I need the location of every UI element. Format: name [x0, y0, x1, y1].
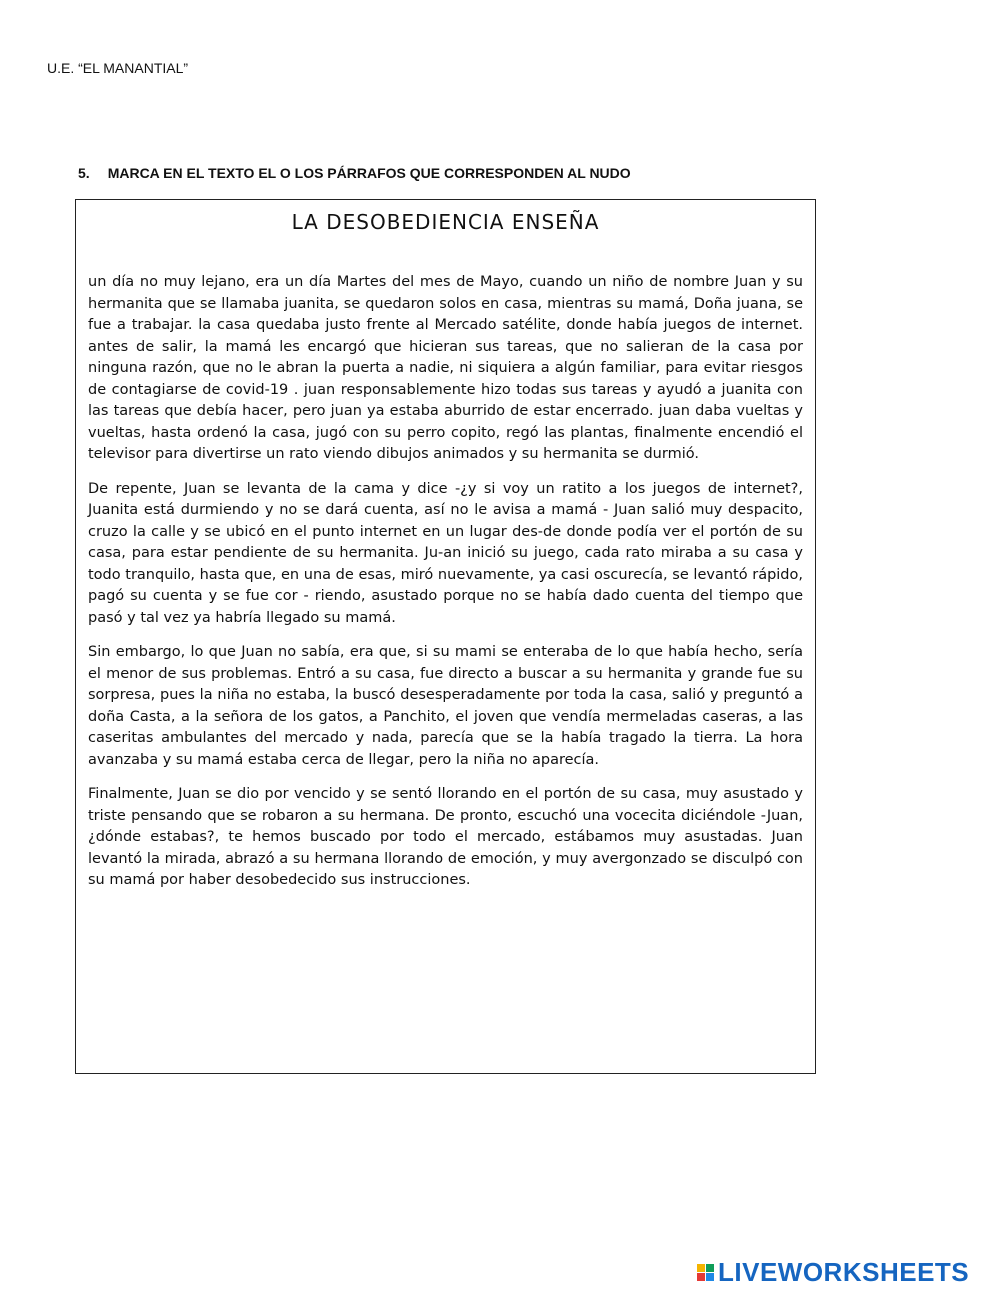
instruction-number: 5. — [78, 165, 90, 181]
story-paragraphs — [88, 272, 803, 905]
liveworksheets-logo-icon — [697, 1264, 714, 1281]
paragraph-intro[interactable]: un día no muy lejano, era un día Martes del mes de Mayo, cuando un niño de nombre Juan y su hermanita que se llamaba juanita, se quedaron solos en casa, mientras su mamá, Doña juana, se fue a trabajar. la casa quedaba justo frente al Mercado satélite, donde había juegos de internet. antes de salir, la mamá les encargó que hicieran sus tareas, que no salieran de la casa por ninguna razón, que no le abran la puerta a nadie, ni siquiera a algún familiar, para evitar riesgos de contagiarse de covid-19 . juan responsablemente hizo todas sus tareas y ayudó a juanita con las tareas que debía hacer, pero juan ya estaba aburrido de estar encerrado. juan daba vueltas y vueltas, hasta ordenó la casa, jugó con su perro copito, regó las plantas, finalmente encendió el televisor para divertirse un rato viendo dibujos animados y su hermanita se durmió. — [88, 274, 803, 462]
instruction-text: MARCA EN EL TEXTO EL O LOS PÁRRAFOS QUE CORRESPONDEN AL NUDO — [107, 165, 631, 181]
logo-block-red — [697, 1273, 705, 1281]
liveworksheets-logo — [697, 1257, 969, 1288]
story-box — [75, 199, 816, 1074]
logo-block-blue — [706, 1273, 714, 1281]
logo-block-yellow — [697, 1264, 705, 1272]
instruction — [78, 165, 631, 181]
logo-text: LIVEWORKSHEETS — [718, 1257, 970, 1287]
paragraph-ending[interactable]: Finalmente, Juan se dio por vencido y se sentó llorando en el portón de su casa, muy asustado y triste pensando que se robaron a su hermana. De pronto, escuchó una vocecita diciéndole -Juan, ¿dónde estabas?, te hemos buscado por todo el mercado, estábamos muy asustadas. Juan levantó la mirada, abrazó a su hermana llorando de emoción, y muy avergonzado se disculpó con su mamá por haber desobedecido sus instrucciones. — [88, 786, 803, 888]
logo-block-green — [706, 1264, 714, 1272]
paragraph-3[interactable]: Sin embargo, lo que Juan no sabía, era que, si su mami se enteraba de lo que había hecho, sería el menor de sus problemas. Entró a su casa, fue directo a buscar a su hermanita y grande fue su sorpresa, pues la niña no estaba, la buscó desesperadamente por toda la casa, salió y preguntó a doña Casta, a la señora de los gatos, a Panchito, el joven que vendía mermeladas caseras, a las caseritas ambulantes del mercado y nada, parecía que se la había tragado la tierra. La hora avanzaba y su mamá estaba cerca de llegar, pero la niña no aparecía. — [88, 644, 803, 768]
story-title: LA DESOBEDIENCIA ENSEÑA — [291, 210, 600, 234]
school-name: U.E. “EL MANANTIAL” — [47, 60, 189, 76]
paragraph-2[interactable]: De repente, Juan se levanta de la cama y dice -¿y si voy un ratito a los juegos de internet?, Juanita está durmiendo y no se dará cuenta, así no le avisa a mamá - Juan salió muy despacito, cruzo la calle y se ubicó en el punto internet en un lugar des-de donde podía ver el portón de su casa, para estar pendiente de su hermanita. Ju-an inició su juego, cada rato miraba a su casa y todo tranquilo, hasta que, en una de esas, miró nuevamente, ya casi oscurecía, se levantó rápido, pagó su cuenta y se fue cor - riendo, asustado porque no se había dado cuenta del tiempo que pasó y tal vez ya habría llegado su mamá. — [88, 480, 803, 626]
